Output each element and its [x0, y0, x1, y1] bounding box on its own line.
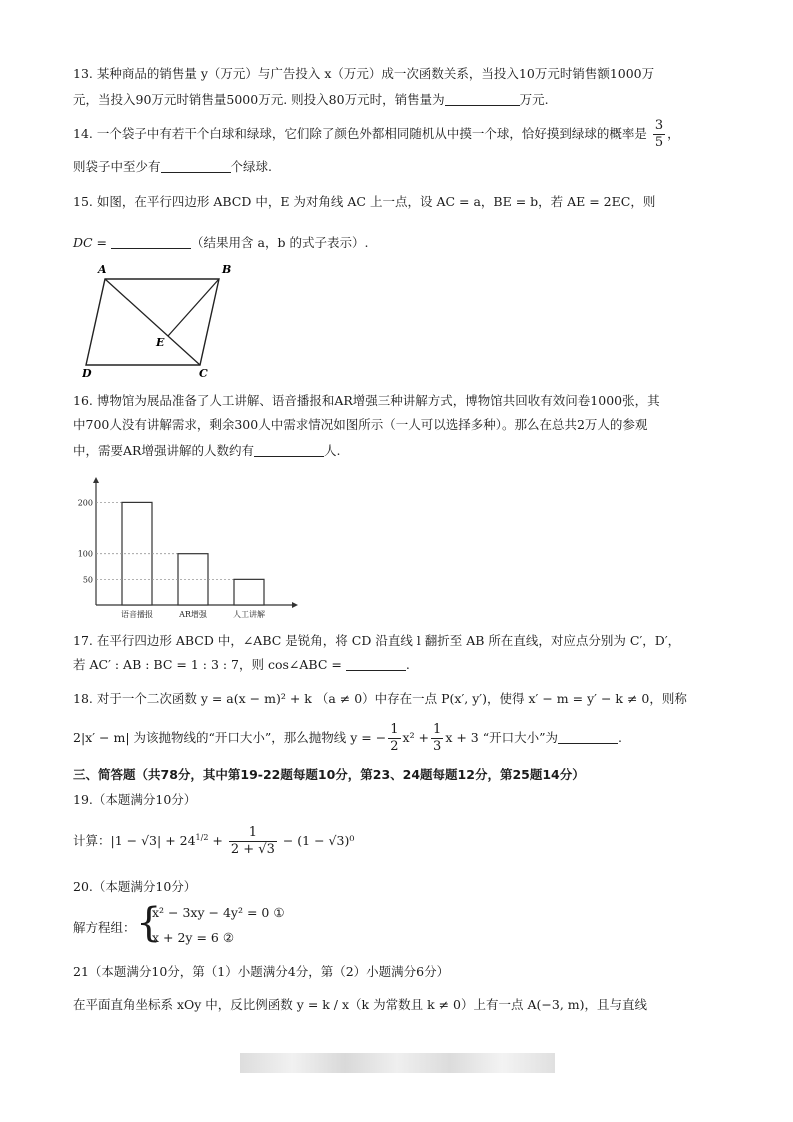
system-brace: { — [136, 900, 162, 946]
q17-line1: 17. 在平行四边形 ABCD 中，∠ABC 是锐角，将 CD 沿直线 l 翻折至 AB 所在直线，对应点分别为 C′，D′， — [73, 633, 681, 648]
q15-hint: （结果用含 a，b 的式子表示）. — [191, 235, 369, 250]
q13-line1: 13. 某种商品的销售量 y（万元）与广告投入 x（万元）成一次函数关系，当投入10万元时销售额1000万 — [73, 66, 655, 81]
fraction-denominator: 2 + √3 — [230, 842, 275, 857]
x-axis-arrow — [292, 602, 298, 608]
q18-line1: 18. 对于一个二次函数 y = a(x − m)² + k （a ≠ 0）中存在一点 P(x′, y′)，使得 x′ − m = y′ − k ≠ 0，则称 — [73, 691, 687, 706]
probability-fraction — [653, 118, 665, 151]
section-heading: 三、简答题（共78分，其中第19-22题每题10分，第23、24题每题12分，第25题14分） — [73, 767, 585, 782]
answer-blank — [445, 91, 520, 106]
q19-calc — [73, 825, 354, 858]
fraction-numerator: 1 — [433, 722, 442, 737]
parallelogram-figure — [82, 262, 242, 382]
q19-expr-end: − (1 − √3)⁰ — [282, 833, 355, 848]
label-a: A — [98, 263, 107, 276]
q14-punct: ， — [667, 126, 680, 141]
q16-text: 中，需要AR增强讲解的人数约有 — [73, 443, 254, 458]
y-axis-arrow — [93, 477, 99, 483]
x-tick-label: AR增强 — [179, 610, 207, 619]
q13-text: 元，当投入90万元时销售量5000万元. 则投入80万元时，销售量为 — [73, 92, 445, 107]
q16-line3 — [73, 441, 340, 459]
q16-line2: 中700人没有讲解需求，剩余300人中需求情况如图所示（一人可以选择多种）。那么在总共2万人的参观 — [73, 417, 648, 432]
fraction-numerator: 3 — [654, 118, 664, 133]
q13-text-end: 万元. — [519, 92, 549, 107]
q21-line1: 在平面直角坐标系 xOy 中，反比例函数 y = k / x（k 为常数且 k ≠ 0）上有一点 A(−3, m)，且与直线 — [73, 997, 647, 1012]
label-e: E — [156, 336, 165, 349]
plus-sign: + — [212, 833, 223, 848]
q16-line1: 16. 博物馆为展品准备了人工讲解、语音播报和AR增强三种讲解方式，博物馆共回收有效问卷1000张，其 — [73, 393, 660, 408]
q18-text: 2|x′ − m| 为该抛物线的“开口大小”，那么抛物线 y = − — [73, 730, 387, 745]
label-b: B — [222, 263, 232, 276]
fraction-numerator: 1 — [390, 722, 399, 737]
q14-line1 — [73, 118, 680, 151]
q18-line2 — [73, 722, 622, 755]
q18-text-end: . — [618, 730, 622, 745]
q14-text: 14. 一个袋子中有若干个白球和绿球，它们除了颜色外都相同随机从中摸一个球，恰好摸到绿球的概率是 — [73, 126, 647, 141]
fraction-denominator: 2 — [390, 739, 399, 754]
answer-blank — [346, 656, 406, 671]
q21-head: 21（本题满分10分，第（1）小题满分4分，第（2）小题满分6分） — [73, 964, 450, 979]
q19-expr: 计算：|1 − √3| + 24 — [73, 833, 196, 848]
fraction-third — [431, 722, 443, 755]
q13-line2 — [73, 90, 549, 108]
segment-be — [168, 279, 219, 336]
bar-chart — [70, 475, 300, 625]
q19-fraction — [229, 825, 277, 858]
bar — [234, 579, 264, 605]
q18-text2: x² + — [402, 730, 430, 745]
label-d: D — [82, 367, 92, 380]
y-tick-label: 100 — [77, 549, 93, 559]
x-tick-label: 人工讲解 — [233, 610, 265, 619]
y-tick-label: 200 — [77, 498, 93, 508]
fraction-half — [388, 722, 400, 755]
q20-eq2: x + 2y = 6 ② — [152, 930, 235, 945]
fraction-denominator: 5 — [654, 135, 664, 150]
label-c: C — [199, 367, 208, 380]
answer-blank — [558, 729, 618, 744]
y-tick-label: 50 — [82, 575, 93, 585]
answer-blank — [254, 442, 324, 457]
fraction-denominator: 3 — [433, 739, 442, 754]
q20-head: 20.（本题满分10分） — [73, 879, 197, 894]
q14-line2 — [73, 157, 272, 175]
diagonal-ac — [105, 279, 200, 365]
fraction-numerator: 1 — [229, 825, 277, 842]
answer-blank — [161, 158, 231, 173]
q15-vector-dc: DC = — [73, 235, 108, 250]
q14-text2: 则袋子中至少有 — [73, 159, 161, 174]
q15-line2 — [73, 233, 368, 251]
q17-text: 若 AC′ : AB : BC = 1 : 3 : 7，则 cos∠ABC = — [73, 657, 342, 672]
q20-label: 解方程组： — [73, 920, 136, 935]
q18-text3: x + 3 “开口大小”为 — [445, 730, 558, 745]
q17-text-end: . — [405, 657, 410, 672]
q20-eq1: x² − 3xy − 4y² = 0 ① — [152, 905, 285, 920]
footer-watermark — [240, 1053, 555, 1073]
q14-text3: 个绿球. — [230, 159, 272, 174]
q16-text-end: 人. — [323, 443, 341, 458]
exponent: 1/2 — [195, 832, 209, 842]
q19-head: 19.（本题满分10分） — [73, 792, 197, 807]
q15-line1: 15. 如图，在平行四边形 ABCD 中，E 为对角线 AC 上一点，设 AC = a，BE = b，若 AE = 2EC，则 — [73, 194, 656, 209]
q17-line2 — [73, 655, 410, 673]
answer-blank — [111, 234, 191, 249]
x-tick-label: 语音播报 — [121, 610, 153, 619]
